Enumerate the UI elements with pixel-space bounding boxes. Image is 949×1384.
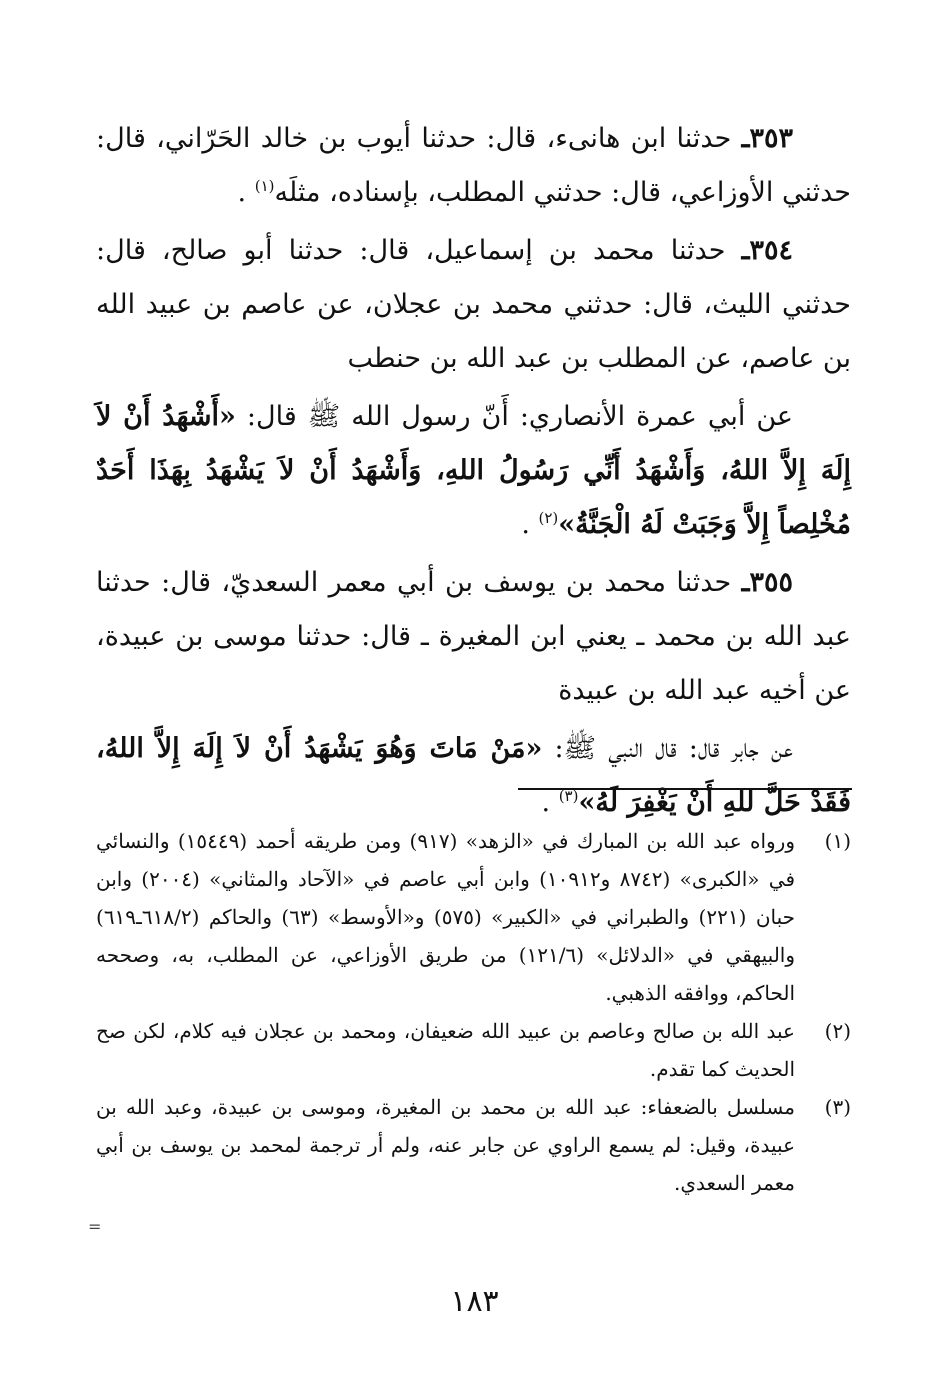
hadith-353 [96, 112, 851, 220]
footnote-ref: (٣) [558, 787, 579, 805]
hadith-number: ٣٥٣ـ [741, 123, 793, 154]
hadith-quote: «مَنْ مَاتَ وَهُوَ يَشْهَدُ أَنْ لاَ إِلَهَ إِلاَّ اللهُ، فَقَدْ حَلَّ للهِ أَنْ يَغْفِرَ لَهُ» [96, 733, 851, 818]
hadith-355-matn [96, 722, 851, 830]
footnote-separator [518, 788, 852, 790]
footnote-1 [96, 822, 851, 1012]
hadith-text: حدثنا محمد بن يوسف بن أبي معمر السعديّ، قال: حدثنا عبد الله بن محمد ـ يعني ابن المغيرة ـ قال: حدثنا موسى بن عبيدة، عن أخيه عبد الله بن عبيدة [96, 567, 851, 706]
footnote-3 [96, 1088, 851, 1202]
footnote-text: مسلسل بالضعفاء: عبد الله بن محمد بن المغيرة، وموسى بن عبيدة، وعبد الله بن عبيدة، وقيل: لم يسمع الراوي عن جابر عنه، ولم أر ترجمة لمحمد بن يوسف بن أبي معمر السعدي. [96, 1095, 795, 1195]
hadith-355 [96, 556, 851, 718]
hadith-text: حدثنا محمد بن إسماعيل، قال: حدثنا أبو صالح، قال: حدثني الليث، قال: حدثني محمد بن عجلان، عن عاصم بن عبيد الله بن عاصم، عن المطلب بن عبد الله بن حنطب [96, 235, 851, 374]
footnote-text: عبد الله بن صالح وعاصم بن عبيد الله ضعيفان، ومحمد بن عجلان فيه كلام، لكن صح الحديث كما تقدم. [96, 1019, 795, 1081]
footnote-ref: (١) [254, 177, 275, 195]
footnote-number: (١) [824, 829, 851, 853]
page-number: ١٨٣ [450, 1284, 499, 1319]
margin-mark: = [88, 1217, 102, 1236]
footnotes [96, 822, 851, 1202]
sentence-end: . [237, 177, 247, 208]
sentence-end: . [541, 787, 551, 818]
hadith-quote: «أَشْهَدُ أَنْ لاَ إِلَهَ إِلاَّ اللهُ، وَأَشْهَدُ أَنِّي رَسُولُ اللهِ، وَأَشْهَدُ أَنْ لاَ يَشْهَدُ بِهَذَا أَحَدٌ مُخْلِصاً إِلاَّ وَجَبَتْ لَهُ الْجَنَّةُ» [96, 401, 851, 540]
footnote-text: ورواه عبد الله بن المبارك في «الزهد» (٩١٧) ومن طريقه أحمد (١٥٤٤٩) والنسائي في «الكبرى» (٨٧٤٢ و١٠٩١٢) وابن أبي عاصم في «الآحاد والمثاني» (٢٠٠٤) وابن حبان (٢٢١) والطبراني في «الكبير» (٥٧٥) و«الأوسط» (٦٣) والحاكم (٦١٨/٢ـ٦١٩) والبيهقي في «الدلائل» (١٢١/٦) من طريق الأوزاعي، عن المطلب، به، وصححه الحاكم، ووافقه الذهبي. [96, 829, 796, 1005]
footnote-2 [96, 1012, 851, 1088]
hadith-354-matn [96, 390, 851, 552]
footnote-number: (٣) [824, 1095, 851, 1119]
hadith-text: حدثنا ابن هانىء، قال: حدثنا أيوب بن خالد الحَرّاني، قال: حدثني الأوزاعي، قال: حدثني المطلب، بإسناده، مثلَه [96, 123, 851, 208]
hadith-chain: عن أبي عمرة الأنصاري: أَنّ رسول الله ﷺ قال: [246, 401, 793, 432]
hadith-number: ٣٥٤ـ [741, 235, 793, 266]
hadith-section [96, 112, 851, 834]
hadith-354 [96, 224, 851, 386]
hadith-chain: عن جابر قال: قال النبي ﷺ: [554, 733, 793, 764]
footnote-ref: (٢) [538, 509, 559, 527]
footnote-number: (٢) [824, 1019, 851, 1043]
hadith-number: ٣٥٥ـ [741, 567, 793, 598]
sentence-end: . [521, 509, 530, 540]
